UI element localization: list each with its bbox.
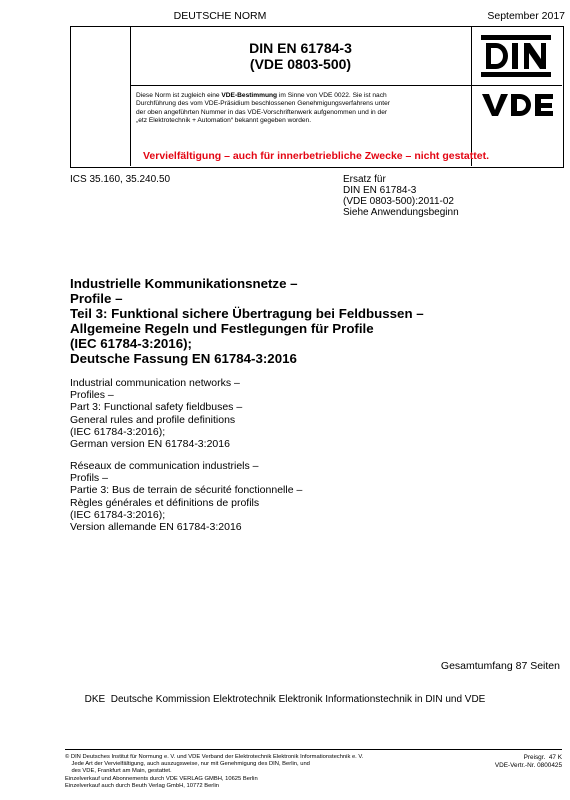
replaces-line: Siehe Anwendungsbeginn <box>343 207 459 218</box>
frame-divider-horizontal <box>130 85 471 86</box>
footer-copyright <box>65 754 485 790</box>
replaces-line: DIN EN 61784-3 <box>343 185 417 196</box>
title-french-line: (IEC 61784-3:2016); <box>70 508 166 521</box>
din-logo <box>480 34 552 78</box>
reproduction-warning: Vervielfältigung – auch für innerbetriebliche Zwecke – nicht gestattet. <box>142 150 489 162</box>
standard-number-din: DIN EN 61784-3 <box>249 40 352 56</box>
title-german-line: Allgemeine Regeln und Festlegungen für Profile <box>70 321 374 336</box>
standard-number <box>130 40 471 72</box>
title-german <box>70 276 470 366</box>
title-german-line: Teil 3: Funktional sichere Übertragung bei Feldbussen – <box>70 306 424 321</box>
title-french-line: Partie 3: Bus de terrain de sécurité fonctionnelle – <box>70 484 303 497</box>
title-french-line: Règles générales et définitions de profils <box>70 496 260 509</box>
title-english <box>70 377 470 450</box>
title-german-line: Deutsche Fassung EN 61784-3:2016 <box>70 351 297 366</box>
title-english-line: Industrial communication networks – <box>70 377 240 389</box>
notice-text: Diese Norm ist zugleich eine <box>136 92 222 99</box>
header-document-type: DEUTSCHE NORM <box>173 10 267 22</box>
footer-line: Einzelverkauf auch durch Beuth Verlag GmbH, 10772 Berlin <box>65 782 220 789</box>
notice-line-1 <box>136 92 466 100</box>
order-number: VDE-Vertr.-Nr. 0800425 <box>494 762 562 770</box>
total-pages: Gesamtumfang 87 Seiten <box>440 660 560 672</box>
footer-line: Einzelverkauf und Abonnements durch VDE VERLAG GMBH, 10625 Berlin <box>65 775 258 782</box>
footer-price-info <box>468 754 562 771</box>
footer-line: © DIN Deutsches Institut für Normung e. V. und VDE Verband der Elektrotechnik Elektronik Informationstechnik e. V. <box>65 754 364 760</box>
notice-line-3: der oben angeführten Nummer in das VDE-Vorschriftenwerk aufgenommen und in der <box>136 108 388 116</box>
header-date: September 2017 <box>487 10 565 22</box>
replaces-line: Ersatz für <box>343 174 386 185</box>
title-english-line: (IEC 61784-3:2016); <box>70 425 166 438</box>
title-english-line: Profiles – <box>70 389 114 402</box>
ics-code: ICS 35.160, 35.240.50 <box>70 174 171 185</box>
vde-logo <box>472 86 562 122</box>
notice-line-4: „etz Elektrotechnik + Automation“ bekannt gegeben worden. <box>136 117 312 125</box>
title-french-line: Profils – <box>70 472 108 485</box>
price-group: Preisgr. 47 K <box>523 754 562 761</box>
title-english-line: Part 3: Functional safety fieldbuses – <box>70 401 243 414</box>
title-german-line: Industrielle Kommunikationsnetze – <box>70 276 298 291</box>
title-french <box>70 460 470 533</box>
title-german-line: (IEC 61784-3:2016); <box>70 336 192 351</box>
vde-notice <box>136 92 466 126</box>
notice-line-2: Durchführung des vom VDE-Präsidium beschlossenen Genehmigungsverfahrens unter <box>136 100 390 108</box>
footer-divider <box>65 749 562 750</box>
replaces-block <box>343 174 459 218</box>
notice-bold: VDE-Bestimmung <box>221 92 278 99</box>
notice-text: im Sinne von VDE 0022. Sie ist nach <box>277 92 387 99</box>
title-english-line: General rules and profile definitions <box>70 413 236 426</box>
footer-line: des VDE, Frankfurt am Main, gestattet. <box>65 768 172 775</box>
replaces-line: (VDE 0803-500):2011-02 <box>343 196 454 207</box>
footer-line: Jede Art der Vervielfältigung, auch auszugsweise, nur mit Genehmigung des DIN, Berlin, und <box>65 761 310 768</box>
title-german-line: Profile – <box>70 291 123 306</box>
title-english-line: German version EN 61784-3:2016 <box>70 438 230 451</box>
dke-line: DKE Deutsche Kommission Elektrotechnik Elektronik Informationstechnik in DIN und VDE <box>84 694 486 705</box>
standard-number-vde: (VDE 0803-500) <box>249 56 352 72</box>
title-french-line: Réseaux de communication industriels – <box>70 460 259 472</box>
title-french-line: Version allemande EN 61784-3:2016 <box>70 521 242 534</box>
